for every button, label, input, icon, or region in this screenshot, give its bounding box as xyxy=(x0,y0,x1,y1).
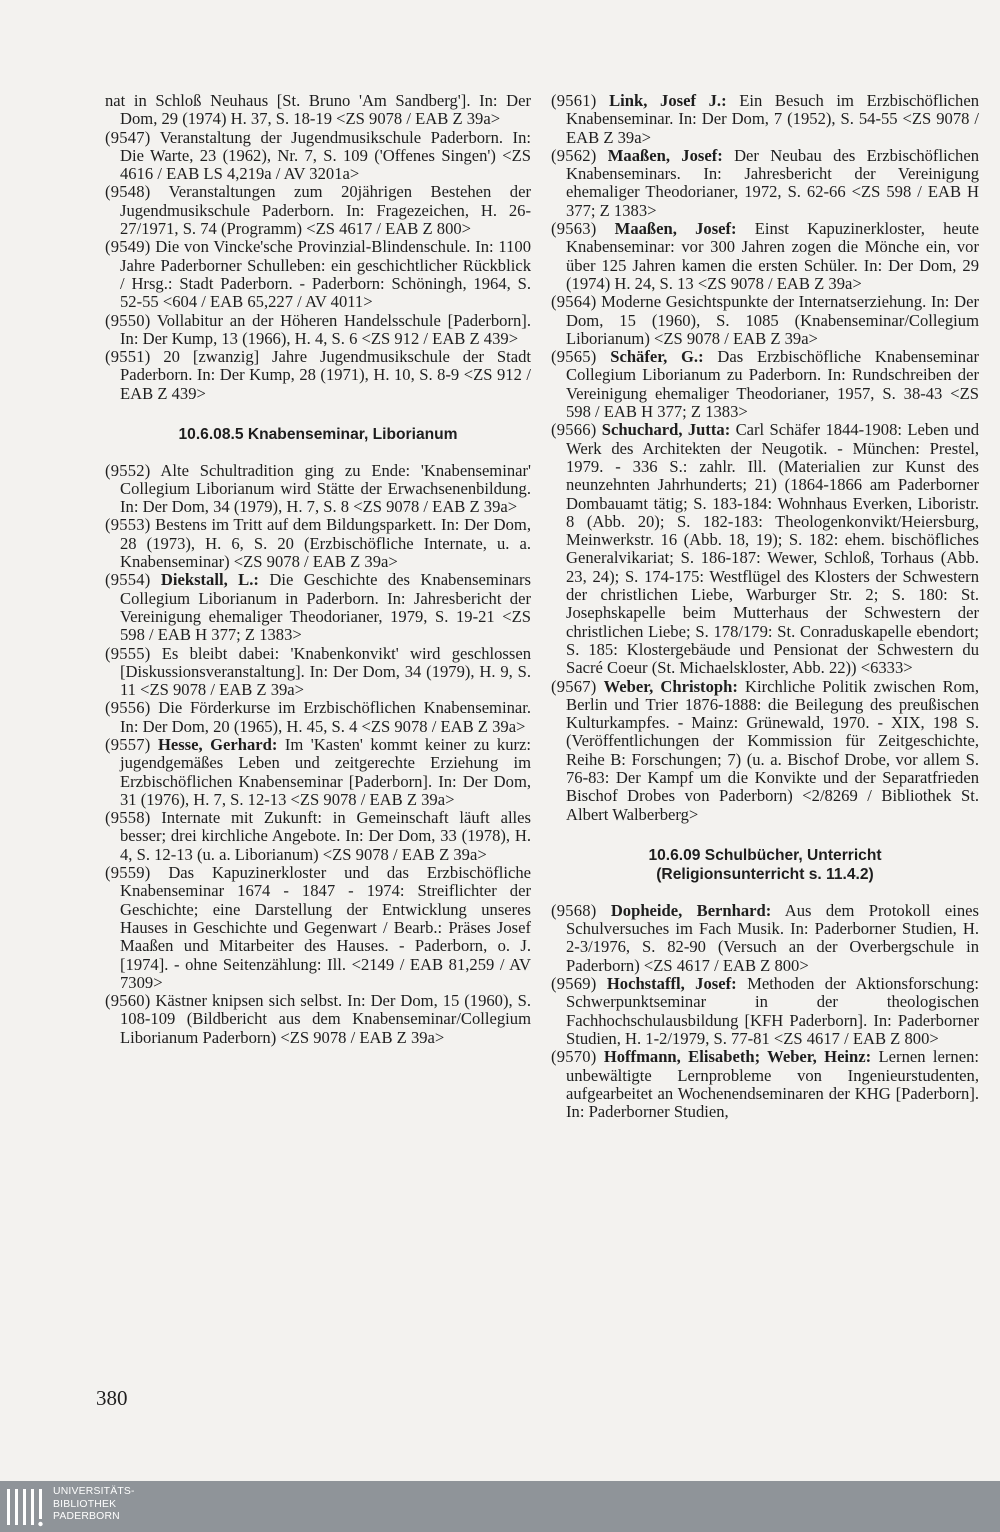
entry-number: (9559) xyxy=(105,863,151,883)
section-heading-subtitle: (Religionsunterricht s. 11.4.2) xyxy=(656,866,874,884)
logo-line-1: UNIVERSITÄTS- xyxy=(53,1486,135,1497)
bibliography-entry xyxy=(105,992,531,1047)
entry-text: Es bleibt dabei: 'Knabenkonvikt' wird geschlossen [Diskussionsveranstaltung]. In: Der Dom, 34 (1979), H. 9, S. 11 <ZS 9078 / EAB Z 39a> xyxy=(120,643,531,700)
bibliography-entry xyxy=(105,699,531,736)
entry-number: (9549) xyxy=(105,237,151,257)
bibliography-entry xyxy=(105,348,531,403)
bibliography-entry xyxy=(105,238,531,311)
bibliography-entry xyxy=(105,312,531,349)
bibliography-entry xyxy=(105,92,531,129)
library-footer xyxy=(0,1481,1000,1532)
bibliography-entry xyxy=(551,92,979,147)
entry-number: (9551) xyxy=(105,347,151,367)
logo-line-3: PADERBORN xyxy=(53,1511,120,1522)
entry-number: (9566) xyxy=(551,420,597,440)
entry-text: nat in Schloß Neuhaus [St. Bruno 'Am Sandberg']. In: Der Dom, 29 (1974) H. 37, S. 18-19 <ZS 9078 / EAB Z 39a> xyxy=(105,91,531,129)
entry-text: 20 [zwanzig] Jahre Jugendmusikschule der Stadt Paderborn. In: Der Kump, 28 (1971), H. 10, S. 8-9 <ZS 912 / EAB Z 439> xyxy=(120,347,531,403)
entry-text: Ein Besuch im Erzbischöflichen Knabenseminar. In: Der Dom, 7 (1952), S. 54-55 <ZS 9078 / EAB Z 39a> xyxy=(566,91,980,147)
entry-number: (9554) xyxy=(105,570,151,590)
entry-text: Moderne Gesichtspunkte der Internatserziehung. In: Der Dom, 15 (1960), S. 1085 (Knabenseminar/Collegium Liborianum) <ZS 9078 / EAB Z 39a> xyxy=(566,292,979,348)
bibliography-entry xyxy=(105,645,531,700)
entry-text: Veranstaltung der Jugendmusikschule Paderborn. In: Die Warte, 23 (1962), Nr. 7, S. 109 ('Offenes Singen') <ZS 4616 / EAB LS 4,219a / AV 3201a> xyxy=(120,127,531,184)
entry-number: (9570) xyxy=(551,1047,597,1067)
entry-text: Im 'Kasten' kommt keiner zu kurz: jugendgemäßes Leben und zeitgerechte Erziehung im Erzbischöflichen Knabenseminar [Paderborn]. In: Der Dom, 31 (1976), H. 7, S. 12-13 <ZS 9078 / EAB Z 39a> xyxy=(120,735,531,809)
entry-number: (9548) xyxy=(105,182,151,202)
entry-number: (9563) xyxy=(551,219,597,239)
entry-text: Die Geschichte des Knabenseminars Collegium Liborianum in Paderborn. In: Jahresbericht der Vereinigung ehemaliger Theodorianer, 1979, S. 19-21 <ZS 598 / EAB H 377; Z 1383> xyxy=(120,570,532,645)
right-column xyxy=(551,92,979,1121)
logo-line-2: BIBLIOTHEK xyxy=(53,1498,117,1510)
entry-text: Das Kapuzinerkloster und das Erzbischöfliche Knabenseminar 1674 - 1847 - 1974: Streiflichter der Geschichte; eine Darstellung der Entwicklung unseres Hauses in Geschichte und Gegenwart / Bearb.: Präses Josef Maaßen und Mitarbeiter des Hauses. - Paderborn, o. J. [1974]. - ohne Seitenzählung: Ill. <2149 / EAB 81,259 / AV 7309> xyxy=(120,863,531,992)
entry-author: Schuchard, Jutta: xyxy=(601,420,731,440)
entry-number: (9558) xyxy=(105,808,151,828)
entry-number: (9568) xyxy=(551,900,597,920)
entry-number: (9552) xyxy=(105,460,151,480)
bibliography-entry xyxy=(551,147,979,220)
entry-number: (9550) xyxy=(105,310,151,330)
section-heading-title: 10.6.08.5 Knabenseminar, Liborianum xyxy=(178,426,458,444)
entry-author: Dopheide, Bernhard: xyxy=(610,900,772,920)
entry-text: Kästner knipsen sich selbst. In: Der Dom, 15 (1960), S. 108-109 (Bildbericht aus dem Knabenseminar/Collegium Liborianum Paderborn) <ZS 9078 / EAB Z 39a> xyxy=(120,991,531,1047)
entry-number: (9567) xyxy=(551,676,597,696)
entry-number: (9564) xyxy=(551,292,597,312)
entry-number: (9553) xyxy=(105,515,151,535)
bibliography-entry xyxy=(551,975,979,1048)
entry-text: Vollabitur an der Höheren Handelsschule [Paderborn]. In: Der Kump, 13 (1966), H. 4, S. 6 <ZS 912 / EAB Z 439> xyxy=(120,310,531,348)
entry-number: (9547) xyxy=(105,127,151,147)
bibliography-entry xyxy=(551,220,979,293)
left-column xyxy=(105,92,531,1047)
library-logo-text xyxy=(53,1486,135,1524)
bibliography-entry xyxy=(105,571,531,644)
entry-author: Hochstaffl, Josef: xyxy=(606,974,737,994)
bibliography-entry xyxy=(105,183,531,238)
entry-text: Einst Kapuzinerkloster, heute Knabenseminar: vor 300 Jahren zogen die Mönche ein, vor über 125 Jahren kamen die ersten Schüler. In: Der Dom, 29 (1974) H. 24, S. 13 <ZS 9078 / EAB Z 39a> xyxy=(566,219,980,293)
entry-text: Kirchliche Politik zwischen Rom, Berlin und Trier 1876-1888: die Beilegung des preußischen Kulturkampfes. - Mainz: Grünewald, 1970. - XIX, 198 S. (Veröffentlichungen der Kommission für Zeitgeschichte, Reihe B: Forschungen; 7) (u. a. Bischof Drobe, vor allem S. 76-83: Der Kampf um die Konvikte und der Separatfrieden Bischof Drobes von Paderborn) <2/8269 / Bibliothek St. Albert Walberberg> xyxy=(566,676,979,824)
entry-text: Das Erzbischöfliche Knabenseminar Collegium Liborianum zu Paderborn. In: Rundschreiben der Vereinigung ehemaliger Theodorianer, 1957, S. 38-43 <ZS 598 / EAB H 377; Z 1383> xyxy=(566,347,979,422)
library-logo-icon xyxy=(5,1483,45,1530)
entry-author: Hoffmann, Elisabeth; Weber, Heinz: xyxy=(603,1047,872,1067)
bibliography-entry xyxy=(551,421,979,677)
entry-text: Lernen lernen: unbewältigte Lernprobleme von Ingenieurstudenten, aufgearbeitet an Wochenendseminaren der KHG [Paderborn]. In: Paderborner Studien, xyxy=(566,1047,979,1122)
entry-number: (9555) xyxy=(105,643,151,663)
entry-number: (9556) xyxy=(105,698,151,718)
entry-author: Schäfer, G.: xyxy=(610,347,704,367)
bibliography-entry xyxy=(105,736,531,809)
entry-text: Aus dem Protokoll eines Schulversuches im Fach Musik. In: Paderborner Studien, H. 2-3/1976, S. 82-90 (Versuch an der Overbergschule in Paderborn) <ZS 4617 / EAB Z 800> xyxy=(566,900,979,975)
entry-number: (9557) xyxy=(105,735,151,754)
entry-author: Diekstall, L.: xyxy=(160,570,259,590)
entry-number: (9569) xyxy=(551,974,597,994)
entry-number: (9561) xyxy=(551,91,597,110)
entry-text: Der Neubau des Erzbischöflichen Knabenseminars. In: Jahresbericht der Vereinigung ehemaliger Theodorianer, 1972, S. 62-66 <ZS 598 / EAB H 377; Z 1383> xyxy=(566,145,980,220)
bibliography-entry xyxy=(105,462,531,517)
bibliography-entry xyxy=(551,293,979,348)
entry-text: Die von Vincke'sche Provinzial-Blindenschule. In: 1100 Jahre Paderborner Schulleben: ein geschichtlicher Rückblick / Hrsg.: Stadt Paderborn. - Paderborn: Schöningh, 1964, S. 52-55 <604 / EAB 65,227 / AV 4011> xyxy=(120,237,531,312)
bibliography-entry xyxy=(551,348,979,421)
entry-text: Alte Schultradition ging zu Ende: 'Knabenseminar' Collegium Liborianum wird Stätte der Erwachsenenbildung. In: Der Dom, 34 (1979), H. 7, S. 8 <ZS 9078 / EAB Z 39a> xyxy=(120,460,532,517)
section-heading xyxy=(551,846,979,885)
entry-text: Bestens im Tritt auf dem Bildungsparkett. In: Der Dom, 28 (1973), H. 6, S. 20 (Erzbischöfliche Internate, u. a. Knabenseminar) <ZS 9078 / EAB Z 39a> xyxy=(120,515,531,572)
entry-text: Carl Schäfer 1844-1908: Leben und Werk des Architekten der Neugotik. - München: Prestel, 1979. - 336 S.: zahlr. Ill. (Materialien zur Kunst des neunzehnten Jahrhunderts; 21) (1864-1866 am Paderborner Dombauamt tätig; S. 183-184: Wohnhaus Everken, Liboristr. 8 (Abb. 20); S. 182-183: Theologenkonvikt/Heiersburg, Meinwerkstr. 16 (Abb. 18, 19); S. 182: ehem. bischöfliches Generalvikariat; S. 186-187: Wewer, Schloß, Torhaus (Abb. 23, 24); S. 174-175: Westflügel des Klosters der Schwestern der christlichen Liebe, Warburger Str. 2; S. 180: St. Josephskapelle beim Mutterhaus der Schwestern der christlichen Liebe; S. 178/179: St. Conraduskapelle ebendort; S. 185: Klostergebäude und Pensionat der Schwestern du Sacré Coeur (St. Michaelskloster, Abb. 22)) <6333> xyxy=(566,420,980,678)
entry-text: Methoden der Aktionsforschung: Schwerpunktseminar in der theologischen Fachhochschulausbildung [KFH Paderborn]. In: Paderborner Studien, H. 1-2/1979, S. 77-81 <ZS 4617 / EAB Z 800> xyxy=(566,974,979,1048)
entry-author: Maaßen, Josef: xyxy=(607,145,723,165)
entry-number: (9562) xyxy=(551,145,597,165)
entry-text: Internate mit Zukunft: in Gemeinschaft läuft alles besser; drei kirchliche Angebote. In: Der Dom, 33 (1978), H. 4, S. 12-13 (u. a. Liborianum) <ZS 9078 / EAB Z 39a> xyxy=(120,808,531,864)
section-heading xyxy=(105,425,531,445)
section-heading-title: 10.6.09 Schulbücher, Unterricht xyxy=(648,846,882,864)
bibliography-entry xyxy=(551,678,979,824)
entry-author: Maaßen, Josef: xyxy=(614,219,737,239)
bibliography-entry xyxy=(105,809,531,864)
entry-number: (9560) xyxy=(105,991,151,1011)
page-number: 380 xyxy=(96,1386,128,1410)
bibliography-entry xyxy=(551,1048,979,1121)
bibliography-entry xyxy=(105,516,531,571)
entry-author: Link, Josef J.: xyxy=(609,91,727,110)
entry-number: (9565) xyxy=(551,347,597,367)
bibliography-entry xyxy=(551,902,979,975)
entry-text: Die Förderkurse im Erzbischöflichen Knabenseminar. In: Der Dom, 20 (1965), H. 45, S. 4 <ZS 9078 / EAB Z 39a> xyxy=(120,698,531,736)
bibliography-entry xyxy=(105,129,531,184)
entry-text: Veranstaltungen zum 20jährigen Bestehen der Jugendmusikschule Paderborn. In: Fragezeichen, H. 26-27/1971, S. 74 (Programm) <ZS 4617 / EAB Z 800> xyxy=(120,182,531,239)
entry-author: Weber, Christoph: xyxy=(603,676,738,696)
bibliography-entry xyxy=(105,864,531,992)
entry-author: Hesse, Gerhard: xyxy=(157,735,278,754)
